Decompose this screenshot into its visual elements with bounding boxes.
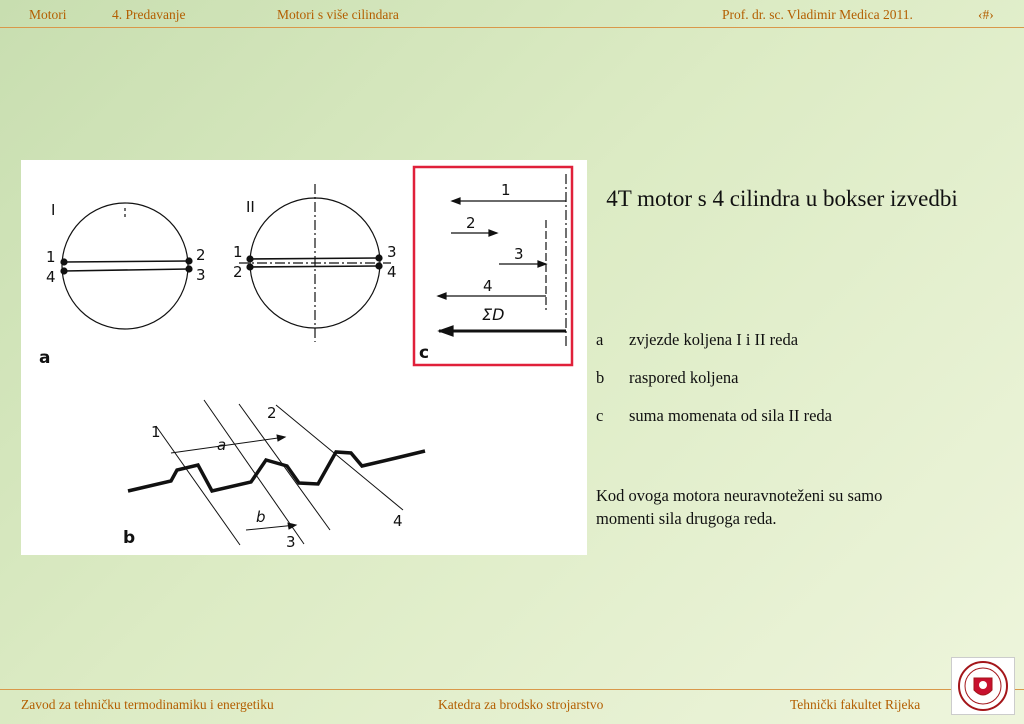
- vector-4-label: 4: [483, 277, 493, 295]
- panel-a-letter: a: [39, 348, 51, 368]
- crank-1-label: 1: [151, 423, 161, 441]
- star-I-num-left-top: 1: [46, 248, 56, 266]
- figure-svg: [21, 160, 587, 555]
- dimension-b-label: b: [256, 508, 266, 526]
- footer-faculty: Tehnički fakultet Rijeka: [790, 697, 921, 712]
- star-I-num-right-bot: 3: [196, 266, 206, 284]
- slide-title: 4T motor s 4 cilindra u bokser izvedbi: [606, 186, 958, 211]
- star-I-num-right-top: 2: [196, 246, 206, 264]
- star-I-circle: [62, 203, 188, 329]
- header-lecture: 4. Predavanje: [112, 7, 186, 22]
- faculty-seal-icon: [952, 658, 1014, 714]
- crank-3-label: 3: [286, 533, 296, 551]
- header-topic: Motori s više cilindara: [277, 7, 399, 22]
- dimension-a-label: a: [217, 436, 227, 454]
- crank-4-label: 4: [393, 512, 403, 530]
- slide-header: [0, 0, 1024, 26]
- header-rule: [0, 27, 1024, 28]
- panel-c-highlight-box: [414, 167, 572, 365]
- slide-note: Kod ovoga motora neuravnoteženi su samo momenti sila drugoga reda.: [596, 486, 883, 528]
- vector-3-label: 3: [514, 245, 524, 263]
- header-course: Motori: [29, 7, 67, 22]
- legend-key: a: [596, 330, 604, 349]
- vector-1-label: 1: [501, 181, 511, 199]
- legend-key: b: [596, 368, 605, 387]
- panel-c-letter: c: [419, 343, 430, 363]
- panel-a: [61, 184, 391, 342]
- footer-rule: [0, 689, 1024, 690]
- faculty-logo: [951, 657, 1015, 715]
- crankshaft-line: [128, 451, 425, 491]
- footer-chair: Katedra za brodsko strojarstvo: [438, 697, 604, 712]
- header-page-number: ‹#›: [978, 7, 994, 22]
- footer-department: Zavod za tehničku termodinamiku i energetiku: [21, 697, 274, 712]
- legend-text: suma momenata od sila II reda: [629, 406, 832, 425]
- star-I-num-left-bot: 4: [46, 268, 56, 286]
- star-I-label: I: [51, 201, 56, 219]
- panel-b-labels: [123, 404, 403, 551]
- panel-b-letter: b: [123, 528, 136, 548]
- crank-2-label: 2: [267, 404, 277, 422]
- star-II-label: II: [246, 198, 255, 216]
- vector-sum-label: ΣD: [482, 305, 505, 324]
- figure-engine-diagram: [21, 160, 587, 555]
- panel-c-labels: [419, 181, 524, 363]
- vector-2-label: 2: [466, 214, 476, 232]
- star-II-num-left-bot: 2: [233, 263, 243, 281]
- star-II-num-right-top: 3: [387, 243, 397, 261]
- panel-a-labels: [39, 198, 397, 368]
- legend-key: c: [596, 406, 604, 425]
- legend-text: raspored koljena: [629, 368, 739, 387]
- legend-text: zvjezde koljena I i II reda: [629, 330, 799, 349]
- star-II-num-right-bot: 4: [387, 263, 397, 281]
- header-author: Prof. dr. sc. Vladimir Medica 2011.: [722, 7, 913, 22]
- star-II-num-left-top: 1: [233, 243, 243, 261]
